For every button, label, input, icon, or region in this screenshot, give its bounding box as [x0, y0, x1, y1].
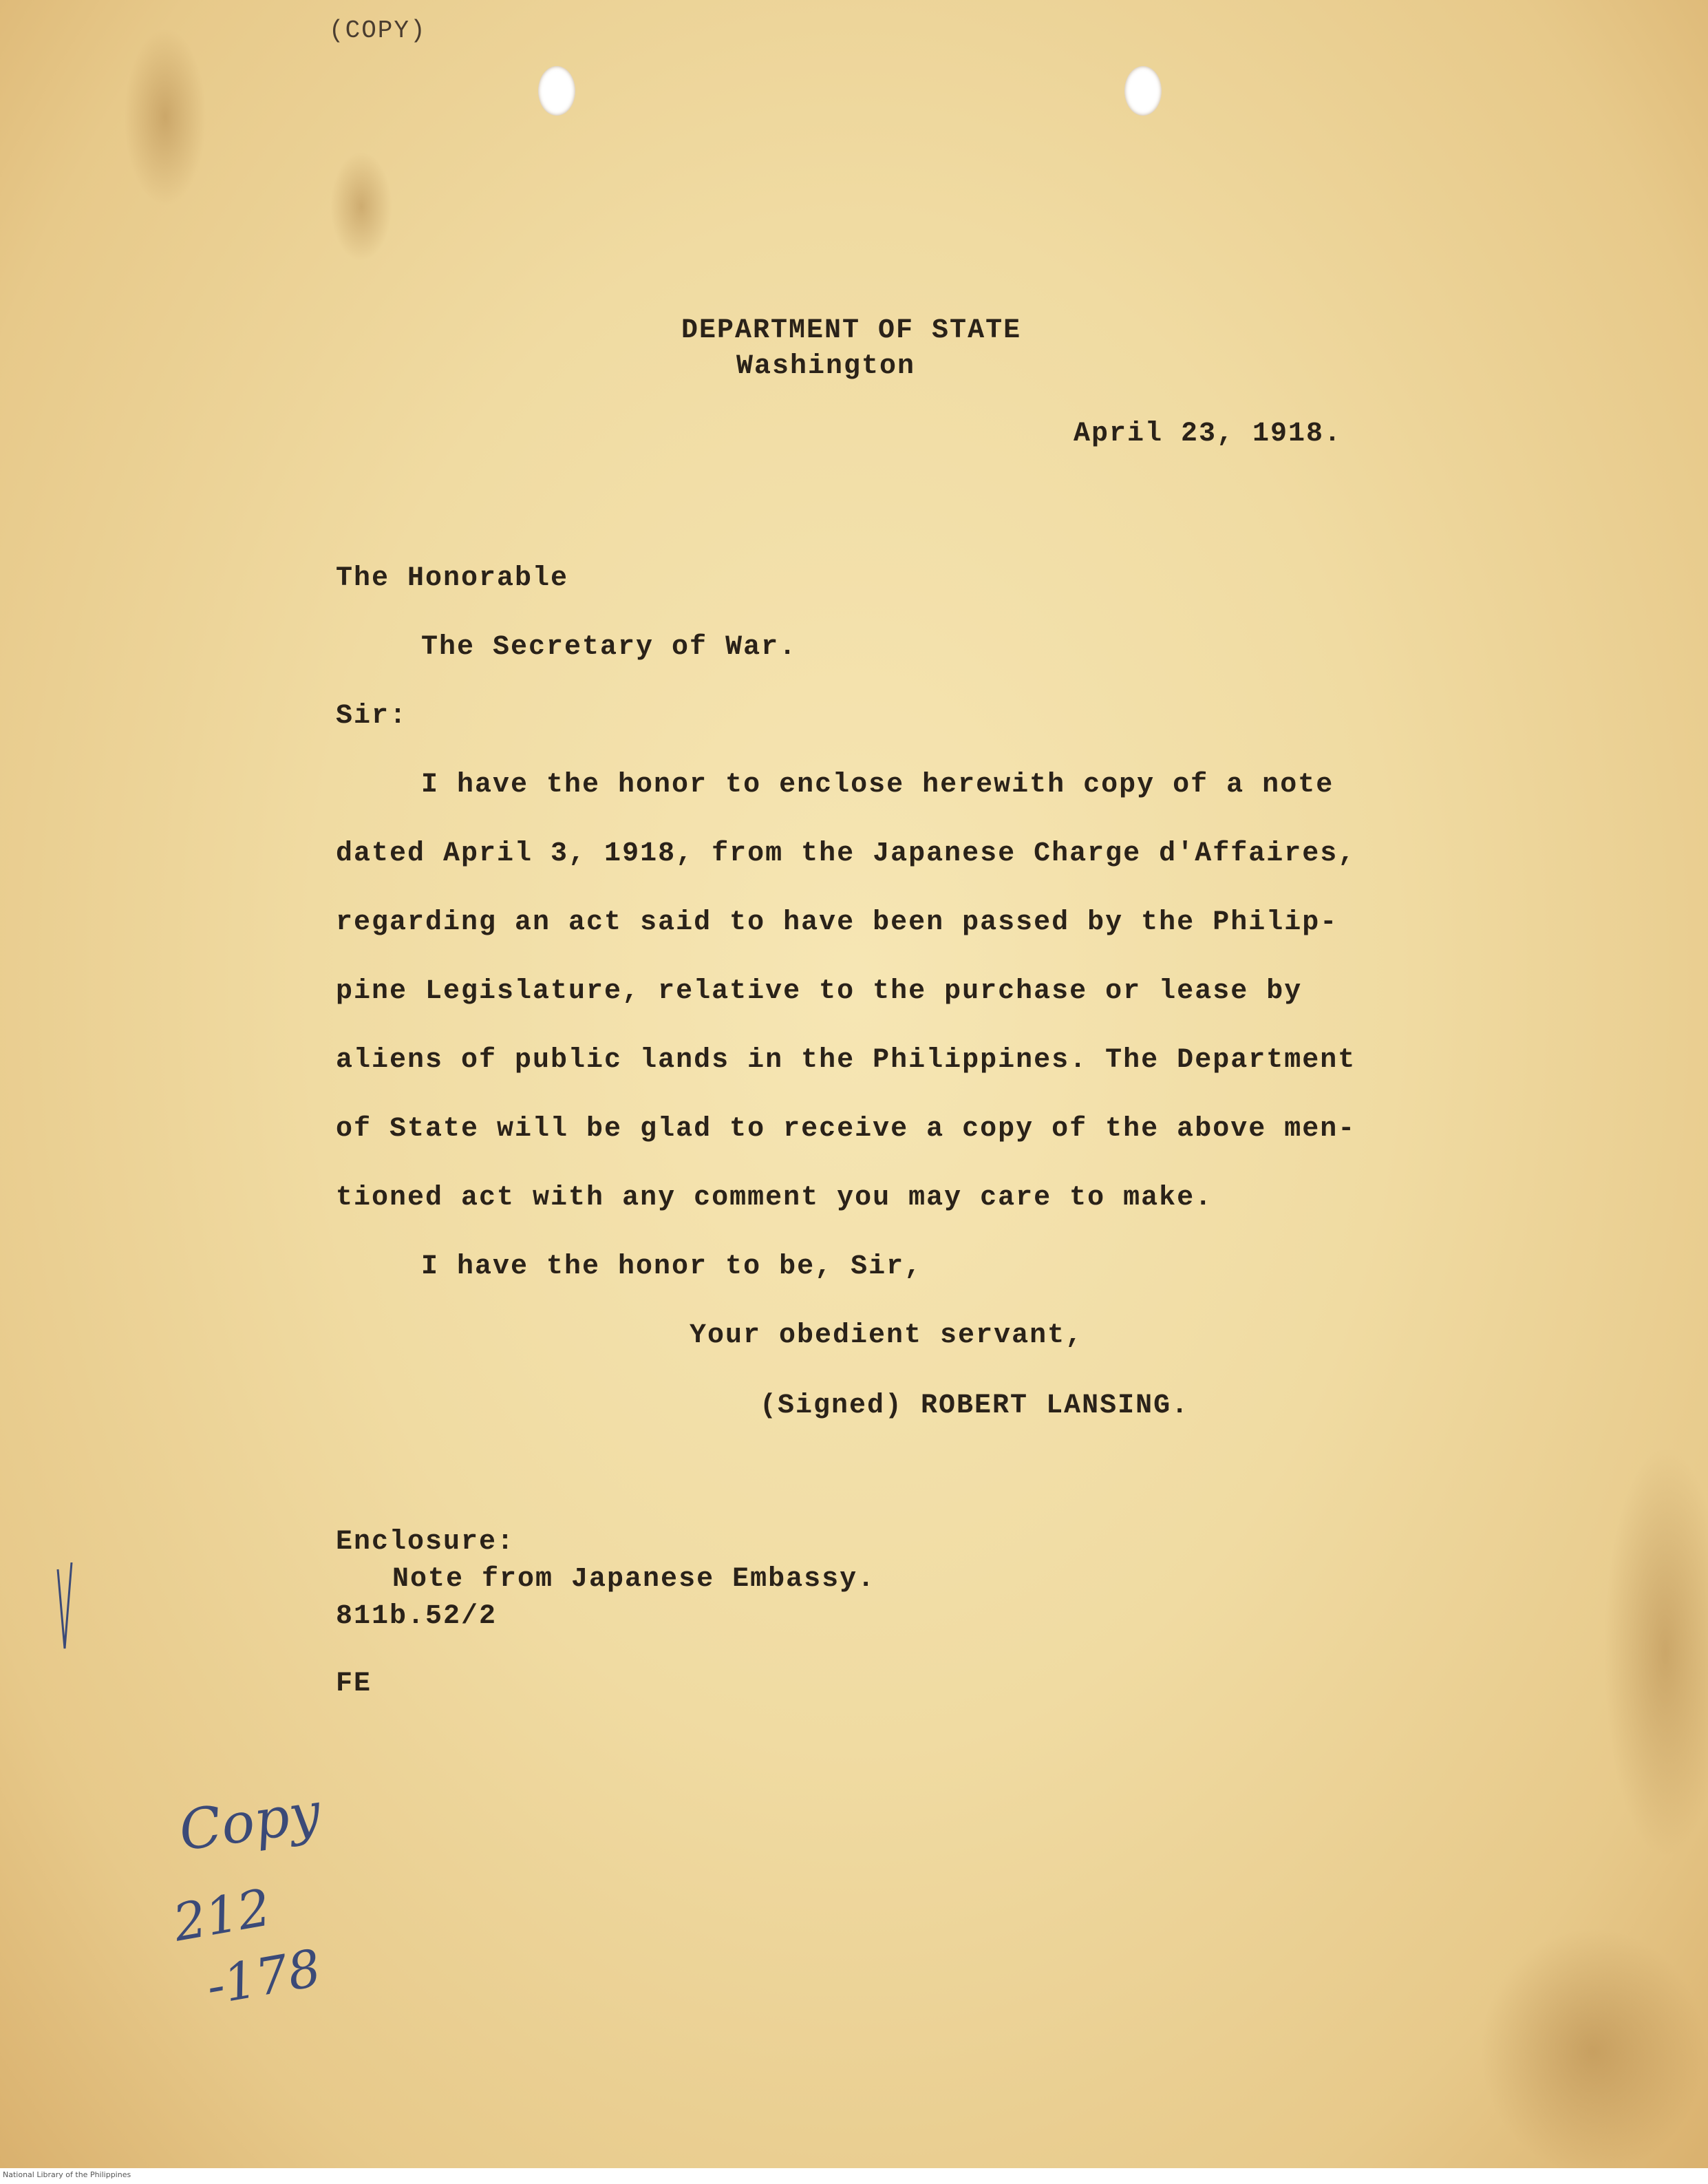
footer-credit: National Library of the Philippines [3, 2170, 131, 2179]
check-mark-icon [55, 1562, 76, 1659]
punch-hole [1124, 66, 1162, 116]
body-line: I have the honor to enclose herewith copy of a note [421, 770, 1334, 801]
punch-hole [538, 66, 575, 116]
edge-stain [1480, 1927, 1707, 2175]
ink-stain [330, 151, 392, 262]
handwritten-copy-note: Copy [175, 1780, 325, 1863]
salutation: Sir: [336, 701, 408, 732]
letterhead-city: Washington [736, 351, 916, 382]
letterhead-department: DEPARTMENT OF STATE [681, 315, 1022, 346]
ink-stain [124, 28, 206, 206]
handwritten-number-top: 212 [169, 1878, 275, 1953]
enclosure-label: Enclosure: [336, 1527, 515, 1558]
letter-date: April 23, 1918. [1074, 418, 1343, 449]
body-line: regarding an act said to have been passed by the Philip- [336, 907, 1338, 938]
signature-line: (Signed) ROBERT LANSING. [760, 1390, 1190, 1421]
office-initials: FE [336, 1668, 372, 1699]
edge-stain [1603, 1445, 1708, 1858]
file-number: 811b.52/2 [336, 1601, 498, 1632]
addressee-title: The Secretary of War. [421, 632, 798, 663]
closing-valediction: Your obedient servant, [690, 1320, 1084, 1351]
footer-strip [0, 2168, 1708, 2184]
addressee-honorific: The Honorable [336, 563, 569, 594]
body-line: dated April 3, 1918, from the Japanese Charge d'Affaires, [336, 838, 1356, 869]
closing-line: I have the honor to be, Sir, [421, 1251, 923, 1282]
copy-mark: (COPY) [329, 17, 427, 45]
handwritten-number-bottom: -178 [202, 1938, 325, 2017]
body-line: of State will be glad to receive a copy of the above men- [336, 1114, 1356, 1145]
body-line: tioned act with any comment you may care to make. [336, 1183, 1213, 1213]
body-line: pine Legislature, relative to the purchase or lease by [336, 976, 1303, 1007]
body-line: aliens of public lands in the Philippines. The Department [336, 1045, 1356, 1076]
enclosure-item: Note from Japanese Embassy. [392, 1564, 876, 1595]
